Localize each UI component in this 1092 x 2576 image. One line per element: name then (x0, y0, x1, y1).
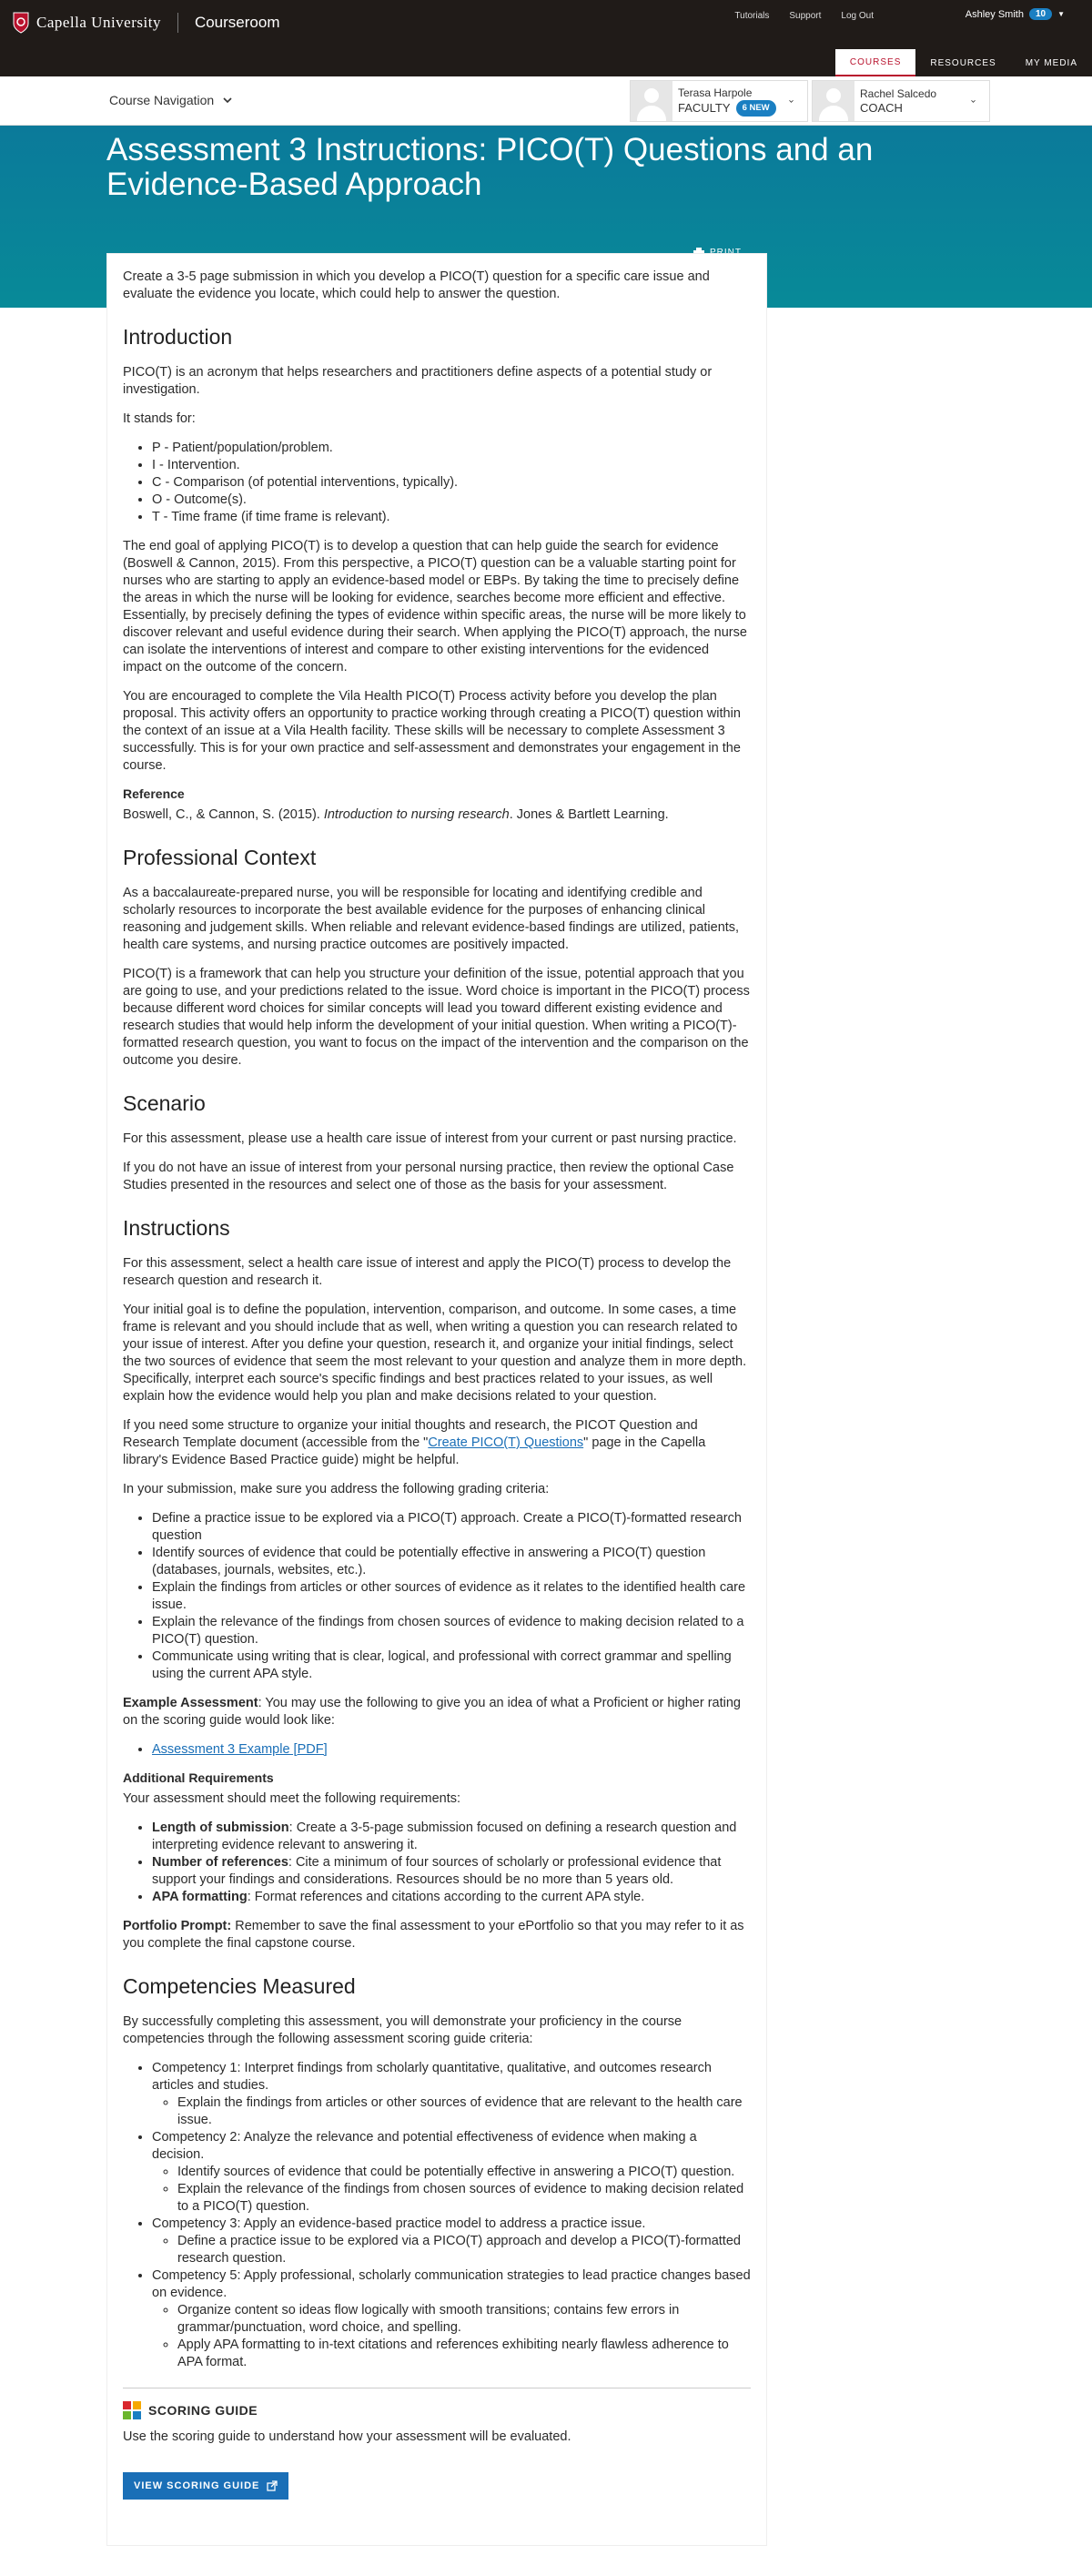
list-item: ◦ Apply APA formatting to in-text citations and references exhibiting nearly flawless adherence to APA format. (177, 2337, 751, 2371)
competency-text: Competency 5: Apply professional, scholarly communication strategies to lead practice changes based on evidence. (152, 2268, 751, 2300)
paragraph (123, 1417, 751, 1469)
text: Remember to save the final assessment to your ePortfolio so that you may refer to it as you complete the final capstone course. (123, 1919, 744, 1951)
avatar (631, 81, 672, 121)
faculty-role: FACULTY (678, 101, 731, 115)
chevron-down-icon (971, 98, 989, 105)
assessment-content (106, 253, 767, 2546)
section-heading-scenario: Scenario (123, 1091, 206, 1115)
portfolio-label: Portfolio Prompt: (123, 1919, 232, 1933)
section-heading-instructions: Instructions (123, 1216, 230, 1240)
list-item (152, 1820, 751, 1854)
logout-link[interactable]: Log Out (841, 11, 874, 21)
list-item: • Explain the findings from articles or other sources of evidence as it relates to the identified health care issue. (152, 1579, 751, 1614)
paragraph: PICO(T) is an acronym that helps researchers and practitioners define aspects of a potential study or investigation. (123, 365, 713, 397)
summary-text: Create a 3-5 page submission in which you develop a PICO(T) question for a specific care issue and evaluate the evidence you locate, which could help to answer the question. (123, 269, 710, 301)
competencies-list (152, 2060, 751, 2371)
competency-text: Competency 2: Analyze the relevance and potential effectiveness of evidence when making a decision. (152, 2130, 697, 2162)
scoring-guide-heading (123, 2401, 751, 2419)
scoring-guide-title: SCORING GUIDE (148, 2403, 258, 2418)
chevron-down-icon (789, 98, 807, 105)
requirement-label: Number of references (152, 1855, 288, 1870)
requirement-label: APA formatting (152, 1890, 248, 1904)
requirement-text: : Format references and citations according to the current APA style. (247, 1890, 645, 1904)
course-nav-row (0, 76, 1092, 126)
text: " page in the Capella library's Evidence Based Practice guide) might be helpful. (123, 1435, 706, 1467)
additional-requirements-heading: Additional Requirements (123, 1770, 274, 1785)
page-title: Assessment 3 Instructions: PICO(T) Questions and an Evidence-Based Approach (106, 132, 874, 202)
requirement-text: : Cite a minimum of four sources of scholarly or professional evidence that support your findings and considerations. Resources should be no more than 5 years old. (152, 1855, 722, 1887)
text: If you need some structure to organize your initial thoughts and research, the PICOT Question and Research Template document (accessible from the " (123, 1418, 698, 1450)
paragraph (123, 1918, 751, 1952)
list-item: ◦ Organize content so ideas flow logically with smooth transitions; contains few errors in grammar/punctuation, word choice, and spelling. (177, 2302, 751, 2337)
requirements-list (152, 1820, 751, 1906)
brand-name: Capella University (36, 14, 161, 31)
competency-text: Competency 1: Interpret findings from scholarly quantitative, qualitative, and outcomes research articles and studies. (152, 2061, 712, 2093)
list-item (152, 2060, 751, 2129)
faculty-name: Terasa Harpole (678, 86, 753, 99)
list-item: ◦ Explain the findings from articles or other sources of evidence that are relevant to the health care issue. (177, 2094, 751, 2129)
list-item: • C - Comparison (of potential interventions, typically). (152, 474, 751, 492)
list-item: ◦ Identify sources of evidence that could be potentially effective in answering a PICO(T) question. (177, 2164, 751, 2181)
caret-down-icon: ▼ (1057, 10, 1065, 18)
requirement-text: : Create a 3-5-page submission focused on defining a research question and interpreting evidence relevant to answering it. (152, 1820, 737, 1852)
paragraph: For this assessment, please use a health care issue of interest from your current or past nursing practice. (123, 1131, 737, 1146)
paragraph: In your submission, make sure you address the following grading criteria: (123, 1482, 550, 1496)
competency-text: Competency 3: Apply an evidence-based practice model to address a practice issue. (152, 2216, 646, 2231)
new-messages-badge: 6 NEW (736, 100, 776, 117)
paragraph: The end goal of applying PICO(T) is to develop a question that can help guide the search for evidence (Boswell & Cannon, 2015). From this perspective, a PICO(T) question can be a valuable starting point for nurses who are starting to apply an evidence-based model or EBPs. By taking the time to precisely define the areas in which the nurse will be looking for evidence, searches become more efficient and effective. Essentially, by precisely defining the types of evidence within specific areas, the nurse will be more likely to discover relevant and useful evidence during their search. When applying the PICO(T) approach, the nurse can isolate the interventions of interest and compare to other existing interventions for the evidenced impact on the outcome of the concern. (123, 539, 747, 674)
reference-entry (123, 806, 751, 824)
reference-authors: Boswell, C., & Cannon, S. (2015). (123, 807, 324, 822)
list-item: • Communicate using writing that is clear, logical, and professional with correct grammar and spelling using the current APA style. (152, 1648, 751, 1683)
list-item (152, 2216, 751, 2267)
capella-shield-icon (13, 12, 29, 34)
brand[interactable] (13, 12, 280, 34)
view-scoring-guide-button[interactable] (123, 2472, 288, 2500)
paragraph: Your assessment should meet the following requirements: (123, 1791, 461, 1806)
list-item: • P - Patient/population/problem. (152, 440, 751, 457)
avatar (813, 81, 854, 121)
top-bar (0, 0, 1092, 46)
main-tab-bar (0, 46, 1092, 76)
list-item: • T - Time frame (if time frame is relevant). (152, 509, 751, 526)
tutorials-link[interactable]: Tutorials (734, 11, 770, 21)
list-item: • I - Intervention. (152, 457, 751, 474)
requirement-label: Length of submission (152, 1820, 289, 1835)
support-link[interactable]: Support (789, 11, 822, 21)
faculty-card[interactable] (630, 80, 808, 122)
tab-resources[interactable]: RESOURCES (930, 57, 996, 68)
reference-publisher: . Jones & Bartlett Learning. (509, 807, 669, 822)
paragraph: You are encouraged to complete the Vila Health PICO(T) Process activity before you develop the plan proposal. This activity offers an opportunity to practice working through creating a PICO(T) question within the context of an issue at a Vila Health facility. These skills will be necessary to complete Assessment 3 successfully. This is for your own practice and self-assessment and demonstrates your engagement in the course. (123, 689, 741, 773)
list-item (152, 2267, 751, 2371)
brand-divider (177, 13, 178, 33)
section-heading-professional-context: Professional Context (123, 846, 317, 869)
paragraph: As a baccalaureate-prepared nurse, you will be responsible for locating and identifying credible and scholarly resources to incorporate the best available evidence for the purposes of enhancing clinical reasoning and judgement skills. When reliable and relevant evidence-based findings are utilized, patients, health care systems, and nursing practice outcomes are positively impacted. (123, 886, 740, 952)
section-heading-competencies: Competencies Measured (123, 1974, 356, 1998)
coach-card[interactable] (812, 80, 990, 122)
view-scoring-guide-label: VIEW SCORING GUIDE (134, 2480, 260, 2491)
scoring-guide-icon (123, 2401, 141, 2419)
tab-my-media[interactable]: MY MEDIA (1025, 57, 1077, 68)
assessment-example-pdf-link[interactable]: Assessment 3 Example [PDF] (152, 1742, 328, 1757)
course-navigation-dropdown[interactable] (109, 93, 232, 107)
pico-list (152, 440, 751, 526)
paragraph: It stands for: (123, 411, 196, 426)
example-label: Example Assessment (123, 1696, 258, 1710)
list-item: • Explain the relevance of the findings from chosen sources of evidence to making decision related to a PICO(T) question. (152, 1614, 751, 1648)
list-item (152, 1741, 751, 1759)
paragraph: By successfully completing this assessment, you will demonstrate your proficiency in the course competencies through the following assessment scoring guide criteria: (123, 2014, 682, 2046)
product-name: Courseroom (194, 14, 280, 31)
paragraph: If you do not have an issue of interest from your personal nursing practice, then review the optional Case Studies presented in the resources and select one of those as the basis for your assessment. (123, 1161, 734, 1192)
list-item: • Define a practice issue to be explored via a PICO(T) approach. Create a PICO(T)-formatted research question (152, 1510, 751, 1545)
reference-title: Introduction to nursing research (323, 807, 510, 822)
list-item (152, 1854, 751, 1889)
paragraph (123, 1695, 751, 1729)
list-item: ◦ Define a practice issue to be explored via a PICO(T) approach and develop a PICO(T)-formatted research question. (177, 2233, 751, 2267)
text: : You may use the following to give you an idea of what a Proficient or higher rating on the scoring guide would look like: (123, 1696, 741, 1728)
top-links (734, 11, 874, 21)
user-menu[interactable] (966, 8, 1065, 20)
paragraph: Your initial goal is to define the population, intervention, comparison, and outcome. In some cases, a time frame is relevant and you should include that as well, when writing a question you can research related to your issue of interest. After you define your question, research it, and organize your initial findings, select the two sources of evidence that seem the most relevant to your question and analyze them in more depth. Specifically, interpret each source's specific findings and best practices related to your issues, as well explain how the evidence would help you plan and make decisions related to your question. (123, 1303, 747, 1404)
paragraph: PICO(T) is a framework that can help you structure your definition of the issue, potential approach that you are going to use, and your predictions related to the issue. Word choice is important in the PICO(T) process because different word choices for similar concepts will lead you toward different existing evidence and research studies that would help inform the development of your initial question. When writing a PICO(T)-formatted research question, you want to focus on the impact of the intervention and the comparison on the outcome you desire. (123, 967, 750, 1068)
coach-name: Rachel Salcedo (860, 87, 937, 100)
external-link-icon (267, 2480, 278, 2491)
grading-criteria-list (152, 1510, 751, 1683)
section-heading-introduction: Introduction (123, 325, 233, 349)
user-name: Ashley Smith (965, 8, 1024, 20)
list-item (152, 1889, 751, 1906)
list-item (152, 2129, 751, 2216)
example-list (152, 1741, 751, 1759)
reference-heading: Reference (123, 786, 185, 801)
list-item: ◦ Explain the relevance of the findings from chosen sources of evidence to making decision related to a PICO(T) question. (177, 2181, 751, 2216)
tab-courses[interactable]: COURSES (835, 49, 915, 76)
list-item: • O - Outcome(s). (152, 492, 751, 509)
list-item: • Identify sources of evidence that could be potentially effective in answering a PICO(T) question (databases, journals, websites, etc.). (152, 1545, 751, 1579)
paragraph: For this assessment, select a health care issue of interest and apply the PICO(T) process to develop the research question and research it. (123, 1256, 732, 1288)
notification-count-badge: 10 (1029, 8, 1052, 20)
paragraph: Use the scoring guide to understand how your assessment will be evaluated. (123, 2429, 571, 2444)
course-navigation-label: Course Navigation (109, 93, 215, 107)
create-pico-questions-link[interactable]: Create PICO(T) Questions (428, 1435, 584, 1450)
chevron-down-icon (223, 97, 232, 104)
coach-role: COACH (860, 101, 903, 115)
